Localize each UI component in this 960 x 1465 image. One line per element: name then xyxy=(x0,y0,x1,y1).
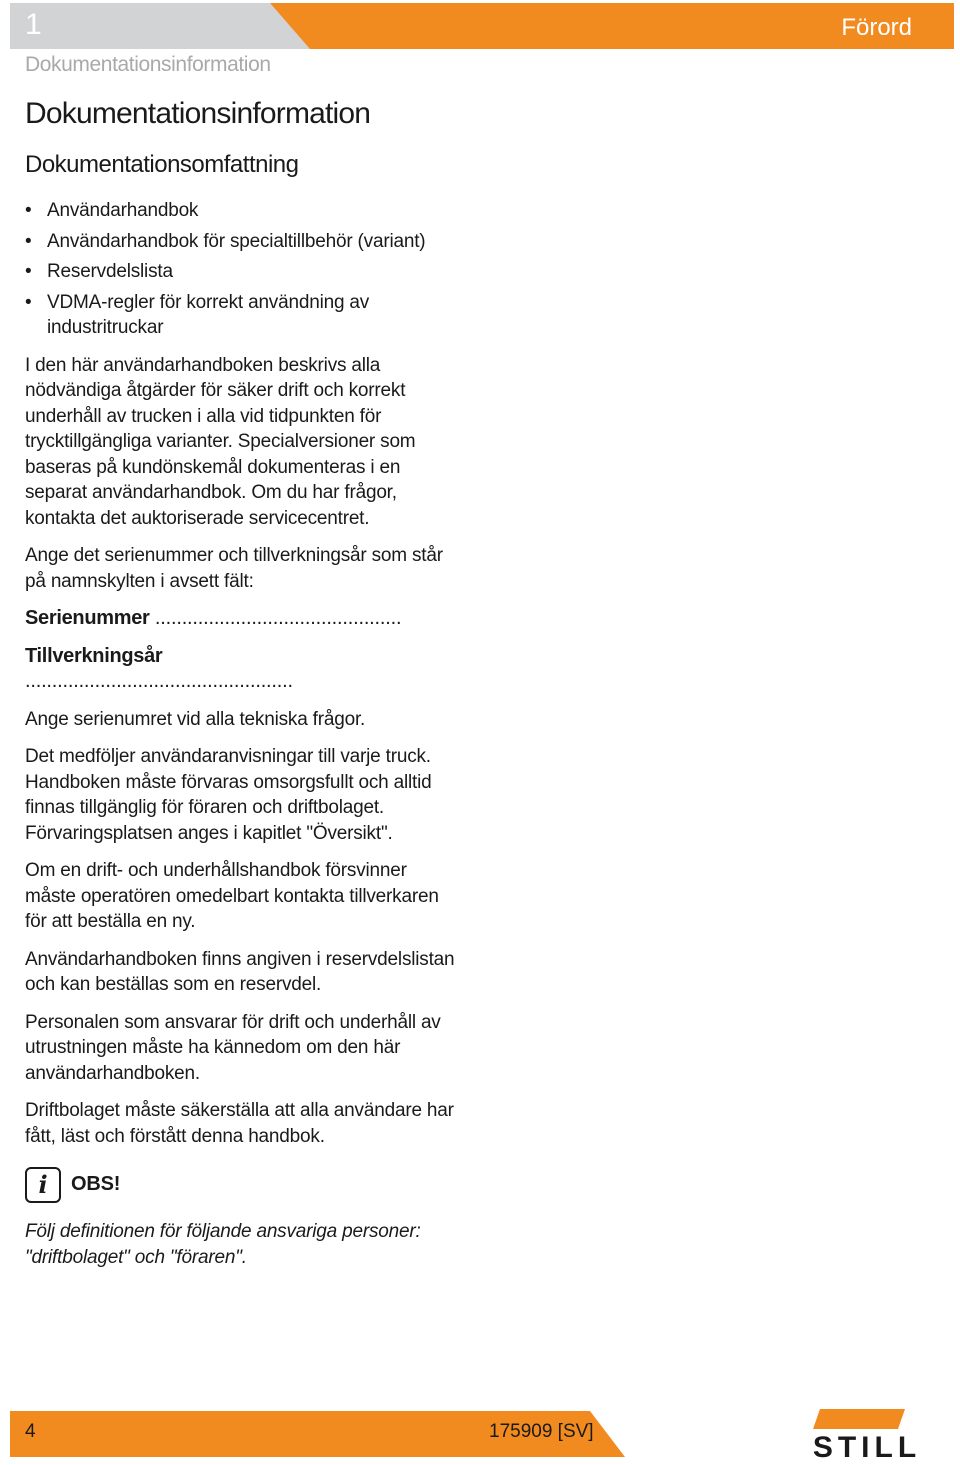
page-number: 4 xyxy=(25,1421,36,1442)
operator-paragraph: Driftbolaget måste säkerställa att alla användare har fått, läst och förstått denna handbok. xyxy=(25,1100,454,1147)
list-item: • Användarhandbok för specialtillbehör (variant) xyxy=(25,229,455,255)
scope-heading: Dokumentationsomfattning xyxy=(25,151,299,178)
serial-number-field xyxy=(25,606,455,632)
list-item: • Reservdelslista xyxy=(25,259,455,285)
chapter-number: 1 xyxy=(25,8,42,41)
document-code: 175909 [SV] xyxy=(489,1421,594,1442)
main-content xyxy=(25,96,455,1282)
serial-number-dots: .............................................. xyxy=(154,607,402,629)
lost-manual-paragraph: Om en drift- och underhållshandbok försvinner måste operatören omedelbart kontakta tillverkaren för att beställa en ny. xyxy=(25,860,439,932)
still-logo xyxy=(780,1405,955,1460)
obs-label: OBS! xyxy=(71,1173,121,1196)
obs-note-header xyxy=(25,1167,455,1203)
list-item: • Användarhandbok xyxy=(25,198,455,224)
running-head: Dokumentationsinformation xyxy=(25,53,271,76)
serial-note-paragraph: Ange serienumret vid alla tekniska frågor. xyxy=(25,708,366,730)
scope-list xyxy=(25,198,455,341)
page-title: Dokumentationsinformation xyxy=(25,97,371,130)
serial-number-label: Serienummer xyxy=(25,607,150,629)
intro-paragraph: I den här användarhandboken beskrivs alla nödvändiga åtgärder för säker drift och korrekt underhåll av trucken i alla vid tidpunkten för trycktillgängliga varianter. Specialversioner som baseras på kundönskemål dokumenteras i en separat användarhandbok. Om du har frågor, kontakta det auktoriserade servicecentret. xyxy=(25,354,416,529)
storage-paragraph: Det medföljer användaranvisningar till varje truck. Handboken måste förvaras omsorgsfullt och alltid finnas tillgänglig för föraren och driftbolaget. Förvaringsplatsen anges i kapitlet "Översikt". xyxy=(25,746,432,844)
production-year-dots: .................................................. xyxy=(25,670,293,692)
header-gray-band xyxy=(10,3,310,49)
serial-prompt-paragraph: Ange det serienummer och tillverkningsår som står på namnskylten i avsett fält: xyxy=(25,545,443,592)
list-item: • VDMA-regler för korrekt användning av industritruckar xyxy=(25,290,455,341)
staff-paragraph: Personalen som ansvarar för drift och underhåll av utrustningen måste ha kännedom om den här användarhandboken. xyxy=(25,1011,441,1084)
obs-note-text: Följ definitionen för följande ansvariga personer: "driftbolaget" och "föraren". xyxy=(25,1221,421,1268)
still-logo-text: STILL xyxy=(812,1431,922,1460)
production-year-label: Tillverkningsår xyxy=(25,644,163,667)
still-logo-stripe xyxy=(813,1409,905,1429)
spare-part-paragraph: Användarhandboken finns angiven i reservdelslistan och kan beställas som en reservdel. xyxy=(25,948,455,995)
info-icon: i xyxy=(25,1167,61,1203)
section-tag: Förord xyxy=(841,14,912,41)
production-year-field xyxy=(25,644,455,695)
